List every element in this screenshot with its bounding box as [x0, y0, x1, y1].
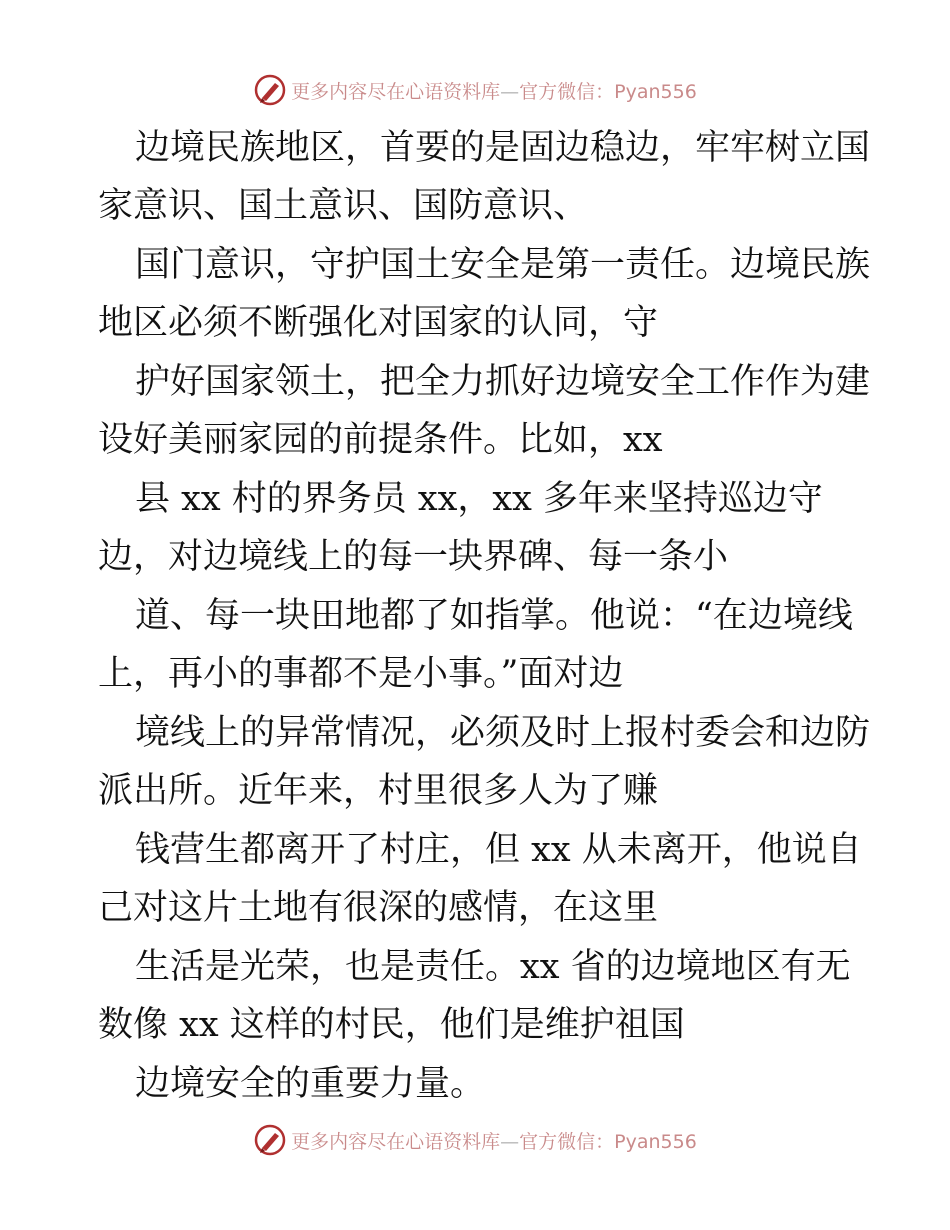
footer-watermark-banner	[0, 1120, 950, 1160]
watermark-text	[291, 77, 697, 104]
body-line-1: 边境民族地区，首要的是固边稳边，牢牢树立国	[135, 128, 871, 168]
body-line-15: 生活是光荣，也是责任。xx 省的边境地区有无	[135, 947, 851, 987]
body-line-6: 设好美丽家园的前提条件。比如，xx	[98, 420, 663, 460]
body-line-3: 国门意识，守护国土安全是第一责任。边境民族	[135, 245, 871, 285]
body-line-2: 家意识、国土意识、国防意识、	[98, 186, 589, 226]
watermark-wechat: 官方微信：Pyan556	[519, 80, 697, 103]
body-line-11: 境线上的异常情况，必须及时上报村委会和边防	[135, 713, 871, 753]
pen-logo-icon	[253, 1123, 287, 1157]
body-line-16: 数像 xx 这样的村民，他们是维护祖国	[98, 1005, 685, 1045]
watermark-wechat: 官方微信：Pyan556	[519, 1130, 697, 1153]
header-watermark-banner	[0, 70, 950, 110]
body-line-9: 道、每一块田地都了如指掌。他说：“在边境线	[135, 596, 853, 636]
pen-logo-icon	[253, 73, 287, 107]
body-line-10: 上，再小的事都不是小事。”面对边	[98, 654, 624, 694]
watermark-text	[291, 1127, 697, 1154]
body-line-17: 边境安全的重要力量。	[135, 1064, 486, 1104]
body-line-4: 地区必须不断强化对国家的认同，守	[98, 303, 659, 343]
body-line-7: 县 xx 村的界务员 xx，xx 多年来坚持巡边守	[135, 479, 823, 519]
body-line-13: 钱营生都离开了村庄，但 xx 从未离开，他说自	[135, 830, 862, 870]
body-line-5: 护好国家领土，把全力抓好边境安全工作作为建	[135, 362, 871, 402]
watermark-separator: —	[500, 80, 520, 103]
body-line-14: 己对这片土地有很深的感情，在这里	[98, 888, 659, 928]
watermark-brand: 更多内容尽在心语资料库	[291, 1130, 501, 1153]
body-line-12: 派出所。近年来，村里很多人为了赚	[98, 771, 659, 811]
body-line-8: 边，对边境线上的每一块界碑、每一条小	[98, 537, 729, 577]
watermark-separator: —	[500, 1130, 520, 1153]
watermark-brand: 更多内容尽在心语资料库	[291, 80, 501, 103]
